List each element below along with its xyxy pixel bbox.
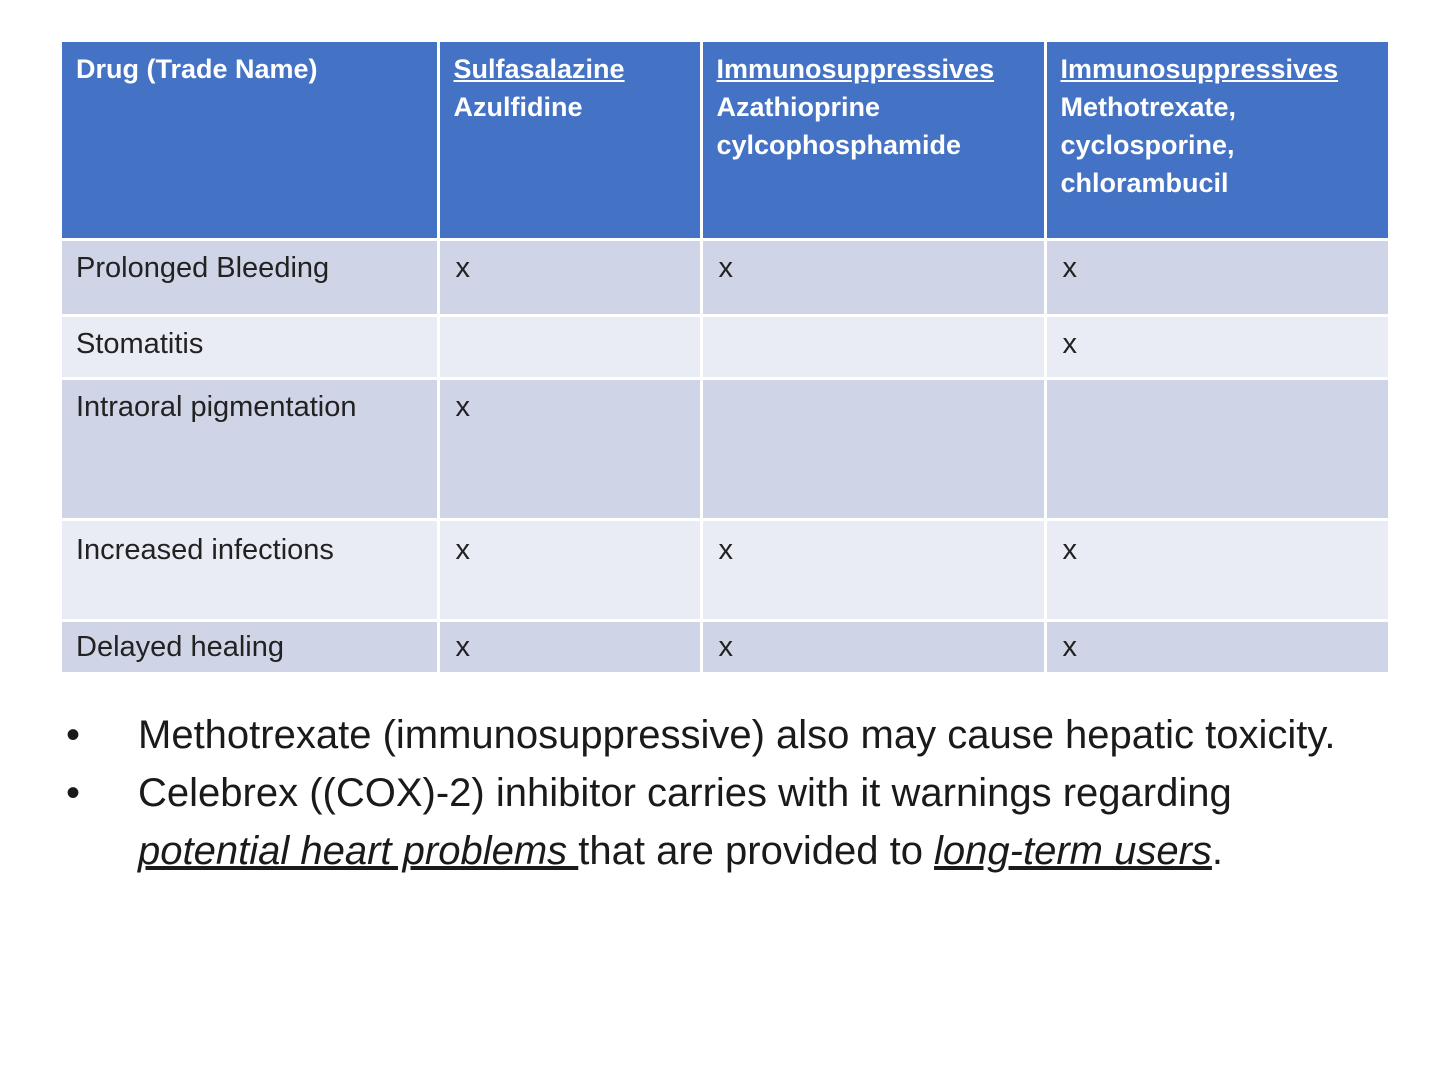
- note-emphasis-long-term-users: long-term users: [934, 829, 1212, 873]
- x-mark: x: [455, 534, 470, 566]
- x-mark: x: [1062, 534, 1077, 566]
- header-subline: Methotrexate,: [1060, 92, 1237, 122]
- header-immunosuppressives-1: [701, 42, 1045, 240]
- table-header-row: [62, 42, 1388, 240]
- x-mark: x: [455, 391, 470, 423]
- x-mark: x: [455, 631, 470, 663]
- row-label: Increased infections: [62, 520, 438, 621]
- x-mark: x: [1062, 252, 1077, 284]
- row-label: Stomatitis: [62, 316, 438, 379]
- note-text: Methotrexate (immunosuppressive) also may cause hepatic toxicity.: [138, 713, 1336, 757]
- x-mark: x: [718, 534, 733, 566]
- cell-mark: [1045, 379, 1388, 520]
- header-immunosuppressives-2: [1045, 42, 1388, 240]
- bullet-icon: •: [66, 713, 81, 757]
- x-mark: x: [1062, 328, 1077, 360]
- header-subline: Azathioprine: [716, 92, 881, 122]
- header-subline: Azulfidine: [453, 92, 583, 122]
- cell-mark: [701, 316, 1045, 379]
- cell-mark: [438, 240, 701, 316]
- table-row-stomatitis: [62, 316, 1388, 379]
- header-sulfasalazine: [438, 42, 701, 240]
- header-title: Sulfasalazine: [453, 54, 625, 84]
- header-subline: cylcophosphamide: [716, 130, 962, 160]
- row-label: Delayed healing: [62, 621, 438, 673]
- cell-mark: [1045, 520, 1388, 621]
- notes-list: [62, 706, 1382, 880]
- cell-mark: [438, 621, 701, 673]
- note-text-part: .: [1211, 829, 1224, 873]
- note-emphasis-heart-problems: potential heart problems: [138, 829, 579, 873]
- table-row-increased-infections: [62, 520, 1388, 621]
- cell-mark: [701, 621, 1045, 673]
- cell-mark: [1045, 240, 1388, 316]
- header-drug-trade-name: [62, 42, 438, 240]
- cell-mark: [701, 520, 1045, 621]
- table-row-delayed-healing: [62, 621, 1388, 673]
- x-mark: x: [455, 252, 470, 284]
- note-text-part: Celebrex ((COX)-2) inhibitor carries with it warnings regarding: [138, 771, 1232, 815]
- header-title: Immunosuppressives: [716, 54, 995, 84]
- table-row-prolonged-bleeding: [62, 240, 1388, 316]
- header-label: Drug (Trade Name): [76, 54, 318, 84]
- note-celebrex: [62, 764, 1382, 880]
- cell-mark: [438, 520, 701, 621]
- cell-mark: [701, 379, 1045, 520]
- note-text-part: that are provided to: [578, 829, 935, 873]
- header-subline: chlorambucil: [1060, 168, 1229, 198]
- cell-mark: [438, 316, 701, 379]
- x-mark: x: [1062, 631, 1077, 663]
- note-methotrexate: [62, 706, 1382, 764]
- row-label: Intraoral pigmentation: [62, 379, 438, 520]
- table-row-intraoral-pigmentation: [62, 379, 1388, 520]
- drug-side-effects-table: [62, 42, 1388, 672]
- x-mark: x: [718, 252, 733, 284]
- cell-mark: [1045, 621, 1388, 673]
- cell-mark: [1045, 316, 1388, 379]
- header-title: Immunosuppressives: [1060, 54, 1339, 84]
- row-label: Prolonged Bleeding: [62, 240, 438, 316]
- x-mark: x: [718, 631, 733, 663]
- header-subline: cyclosporine,: [1060, 130, 1235, 160]
- cell-mark: [701, 240, 1045, 316]
- bullet-icon: •: [66, 771, 81, 815]
- cell-mark: [438, 379, 701, 520]
